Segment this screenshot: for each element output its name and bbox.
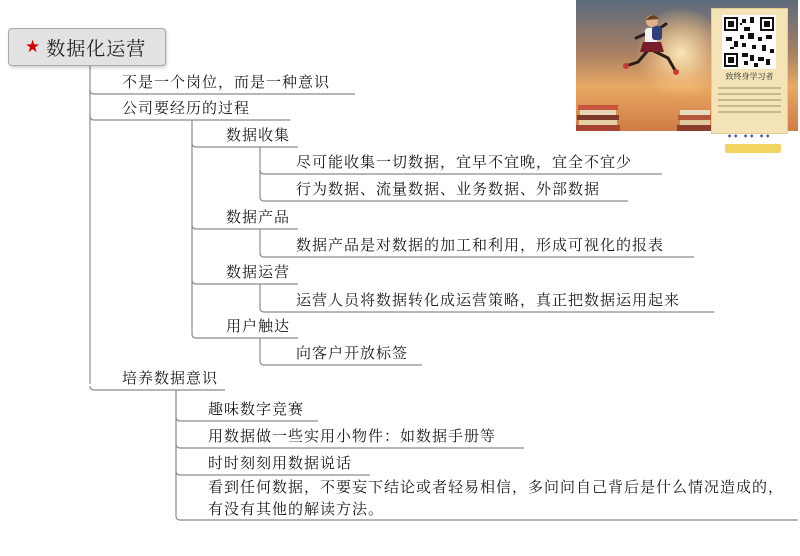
runner-illustration xyxy=(616,8,686,88)
node-data-handbook[interactable]: 用数据做一些实用小物件：如数据手册等 xyxy=(208,427,497,445)
root-node[interactable] xyxy=(8,28,166,66)
node-question-data[interactable]: 看到任何数据，不要妄下结论或者轻易相信，多问问自己背后是什么情况造成的，有没有其他的解读方法。 xyxy=(208,478,785,518)
qr-card xyxy=(711,8,788,134)
card-description xyxy=(718,87,781,117)
node-data-operation[interactable]: 数据运营 xyxy=(226,263,291,281)
root-title: 数据化运营 xyxy=(46,37,147,60)
node-collect-all-data[interactable]: 尽可能收集一切数据，宜早不宜晚，宜全不宜少 xyxy=(296,153,633,171)
node-data-operation-desc[interactable]: 运营人员将数据转化成运营策略，真正把数据运用起来 xyxy=(296,291,681,309)
node-data-awareness[interactable]: 培养数据意识 xyxy=(122,369,219,387)
node-speak-with-data[interactable]: 时时刻刻用数据说话 xyxy=(208,454,353,472)
card-title: 致终身学习者 xyxy=(725,72,774,81)
node-data-product[interactable]: 数据产品 xyxy=(226,208,291,226)
promo-banner[interactable] xyxy=(576,0,800,153)
node-data-collection[interactable]: 数据收集 xyxy=(226,126,291,144)
qr-code-icon xyxy=(722,15,776,69)
books-illustration xyxy=(576,100,711,131)
node-not-a-role[interactable]: 不是一个岗位，而是一种意识 xyxy=(122,73,331,91)
node-number-contest[interactable]: 趣味数字竞赛 xyxy=(208,400,305,418)
node-data-product-desc[interactable]: 数据产品是对数据的加工和利用，形成可视化的报表 xyxy=(296,236,665,254)
node-company-process[interactable]: 公司要经历的过程 xyxy=(122,99,251,117)
promo-tags: •• •• •• xyxy=(727,132,772,141)
node-data-types[interactable]: 行为数据、流量数据、业务数据、外部数据 xyxy=(296,180,601,198)
promo-button[interactable] xyxy=(725,144,781,153)
star-icon: ★ xyxy=(25,36,41,57)
node-open-tags[interactable]: 向客户开放标签 xyxy=(296,344,409,362)
node-user-reach[interactable]: 用户触达 xyxy=(226,317,291,335)
